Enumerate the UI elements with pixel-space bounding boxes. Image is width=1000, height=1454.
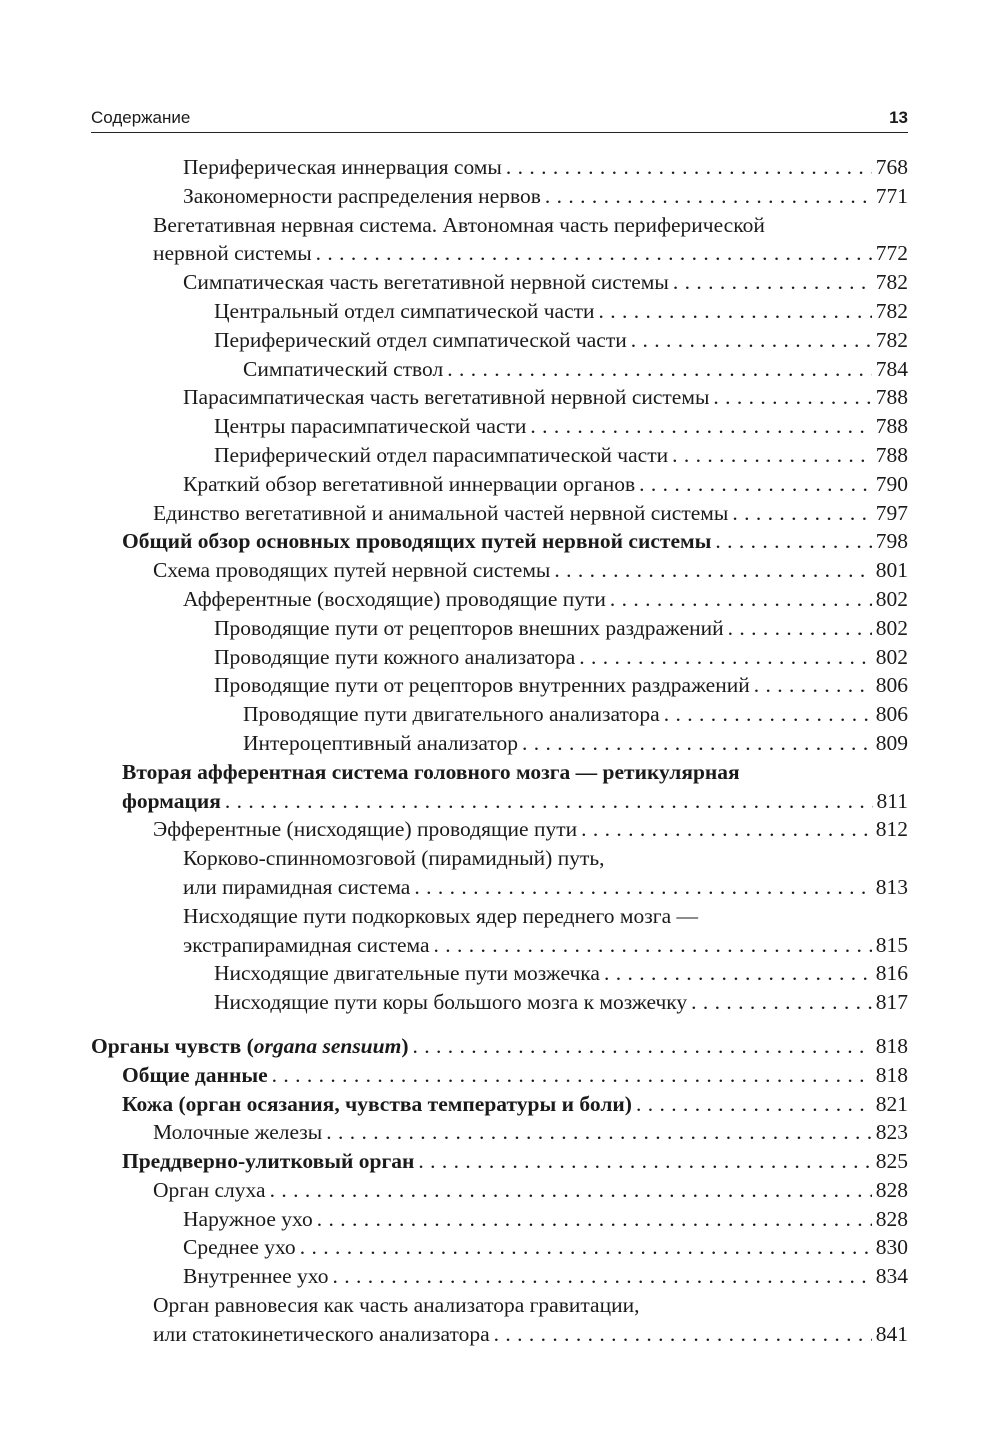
toc-entry-title: Симпатический ствол: [243, 356, 444, 381]
dot-leader: [225, 787, 873, 816]
toc-entry-latin-term: organa sensuum: [253, 1033, 402, 1058]
dot-leader: [599, 297, 872, 326]
toc-page-number: 798: [875, 529, 908, 554]
table-of-contents: [91, 153, 908, 1349]
dot-leader: [636, 1090, 872, 1119]
toc-page-number: 771: [875, 183, 908, 208]
toc-page-number: 788: [875, 442, 908, 467]
dot-leader: [270, 1176, 872, 1205]
toc-entry: [91, 902, 908, 931]
toc-entry: [91, 556, 908, 585]
toc-entry: [91, 729, 908, 758]
dot-leader: [447, 355, 871, 384]
toc-page-number: 802: [875, 586, 908, 611]
toc-entry-title: Проводящие пути от рецепторов внутренних раздражений: [214, 673, 750, 698]
toc-entry-title: Проводящие пути двигательного анализатора: [243, 702, 660, 727]
dot-leader: [414, 873, 871, 902]
toc-page-number: 815: [875, 932, 908, 957]
toc-entry-title: Нисходящие пути подкорковых ядер переднего мозга —: [183, 903, 698, 928]
toc-entry-title: Периферический отдел симпатической части: [214, 327, 627, 352]
toc-entry: [91, 1147, 908, 1176]
dot-leader: [691, 988, 872, 1017]
dot-leader: [332, 1262, 871, 1291]
toc-entry-title: Единство вегетативной и анимальной частей нервной системы: [153, 500, 729, 525]
toc-entry-title: Орган слуха: [153, 1177, 266, 1202]
toc-entry: [91, 643, 908, 672]
dot-leader: [300, 1233, 872, 1262]
toc-entry: [91, 959, 908, 988]
dot-leader: [581, 815, 872, 844]
toc-page-number: 818: [875, 1062, 908, 1087]
toc-entry: [91, 1118, 908, 1147]
toc-entry-title: Проводящие пути кожного анализатора: [214, 644, 576, 669]
toc-entry: [91, 758, 908, 787]
toc-entry: [91, 383, 908, 412]
toc-page-number: 818: [875, 1033, 908, 1058]
toc-entry-title-cont: или пирамидная система: [183, 874, 411, 899]
toc-entry-title: Общие данные: [122, 1062, 268, 1087]
toc-entry-title: Краткий обзор вегетативной иннервации органов: [183, 471, 636, 496]
toc-entry: [91, 268, 908, 297]
dot-leader: [413, 1032, 872, 1061]
toc-page-number: 782: [875, 270, 908, 295]
dot-leader: [610, 585, 872, 614]
dot-leader: [326, 1118, 872, 1147]
dot-leader: [631, 326, 872, 355]
toc-page-number: 782: [875, 327, 908, 352]
toc-entry: [91, 470, 908, 499]
toc-entry-title: Периферическая иннервация сомы: [183, 155, 502, 179]
toc-entry: [91, 527, 908, 556]
toc-entry-title-cont: или статокинетического анализатора: [153, 1321, 490, 1346]
dot-leader: [664, 700, 872, 729]
toc-entry-title: Молочные железы: [153, 1120, 323, 1145]
dot-leader: [522, 729, 872, 758]
dot-leader: [545, 182, 872, 211]
toc-entry: [91, 1090, 908, 1119]
toc-entry-title: Нисходящие пути коры большого мозга к мозжечку: [214, 990, 688, 1015]
dot-leader: [715, 527, 871, 556]
toc-entry-title: Орган равновесия как часть анализатора гравитации,: [153, 1293, 640, 1318]
toc-page-number: 788: [875, 414, 908, 439]
toc-page-number: 817: [875, 990, 908, 1015]
toc-entry-title: Среднее ухо: [183, 1235, 296, 1260]
toc-page-number: 821: [875, 1091, 908, 1116]
toc-page-number: 811: [876, 788, 908, 813]
toc-entry-title-cont: формация: [122, 788, 221, 813]
toc-entry-title: Органы чувств (: [91, 1033, 254, 1058]
toc-entry: [91, 671, 908, 700]
toc-entry-continuation: [91, 1320, 908, 1349]
toc-entry-title: Нисходящие двигательные пути мозжечка: [214, 961, 600, 986]
dot-leader: [317, 1205, 872, 1234]
dot-leader: [418, 1147, 871, 1176]
toc-page-number: 828: [875, 1177, 908, 1202]
toc-entry: [91, 355, 908, 384]
toc-entry-title: Вторая афферентная система головного мозга — ретикулярная: [122, 759, 740, 784]
dot-leader: [554, 556, 871, 585]
toc-entry-title: Интероцептивный анализатор: [243, 730, 519, 755]
toc-entry: [91, 1176, 908, 1205]
dot-leader: [434, 931, 872, 960]
toc-entry: [91, 1233, 908, 1262]
toc-entry-title: Общий обзор основных проводящих путей нервной системы: [122, 529, 712, 554]
toc-entry-title: Вегетативная нервная система. Автономная часть периферической: [153, 212, 765, 237]
toc-entry: [91, 1291, 908, 1320]
dot-leader: [530, 412, 871, 441]
toc-page-number: 825: [875, 1149, 908, 1174]
toc-page-number: 813: [875, 874, 908, 899]
toc-entry-title: Схема проводящих путей нервной системы: [153, 558, 551, 583]
page-number: 13: [889, 108, 908, 127]
toc-entry-title-cont: экстрапирамидная система: [183, 932, 430, 957]
toc-page-number: 797: [875, 500, 908, 525]
toc-page-number: 841: [875, 1321, 908, 1346]
toc-entry: [91, 585, 908, 614]
toc-entry-continuation: [91, 239, 908, 268]
toc-entry-title: Закономерности распределения нервов: [183, 183, 541, 208]
toc-page-number: 768: [875, 155, 908, 179]
toc-entry: [91, 1032, 908, 1061]
toc-entry-title: Симпатическая часть вегетативной нервной системы: [183, 270, 669, 295]
toc-entry-title: Преддверно-улитковый орган: [122, 1149, 415, 1174]
toc-entry: [91, 326, 908, 355]
toc-entry-title: Периферический отдел парасимпатической части: [214, 442, 669, 467]
toc-entry: [91, 844, 908, 873]
dot-leader: [639, 470, 872, 499]
page-header: [91, 104, 908, 133]
toc-entry: [91, 1262, 908, 1291]
toc-page-number: 816: [875, 961, 908, 986]
toc-entry-continuation: [91, 873, 908, 902]
toc-page-number: 772: [875, 241, 908, 266]
toc-entry-title: Парасимпатическая часть вегетативной нервной системы: [183, 385, 710, 410]
toc-entry-title-cont: нервной системы: [153, 241, 312, 266]
toc-page-number: 782: [875, 298, 908, 323]
dot-leader: [272, 1061, 872, 1090]
toc-page-number: 801: [875, 558, 908, 583]
dot-leader: [506, 153, 872, 182]
toc-entry: [91, 211, 908, 240]
toc-entry: [91, 1061, 908, 1090]
dot-leader: [494, 1320, 872, 1349]
toc-entry: [91, 441, 908, 470]
toc-entry: [91, 499, 908, 528]
toc-entry: [91, 153, 908, 182]
toc-page-number: 823: [875, 1120, 908, 1145]
toc-page-number: 806: [875, 702, 908, 727]
toc-entry-title: Афферентные (восходящие) проводящие пути: [183, 586, 606, 611]
dot-leader: [732, 499, 871, 528]
dot-leader: [673, 268, 872, 297]
toc-entry-title: Корково-спинномозговой (пирамидный) путь,: [183, 846, 605, 871]
toc-entry-title-end: ): [401, 1033, 409, 1058]
toc-entry-continuation: [91, 787, 908, 816]
dot-leader: [754, 671, 872, 700]
dot-leader: [316, 239, 872, 268]
toc-page-number: 790: [875, 471, 908, 496]
toc-entry: [91, 1205, 908, 1234]
toc-page-number: 802: [875, 615, 908, 640]
toc-page-number: 784: [875, 356, 908, 381]
toc-entry: [91, 412, 908, 441]
toc-entry: [91, 297, 908, 326]
toc-entry-title: Кожа (орган осязания, чувства температуры и боли): [122, 1091, 632, 1116]
toc-page-number: 806: [875, 673, 908, 698]
toc-page-number: 834: [875, 1264, 908, 1289]
toc-entry-continuation: [91, 931, 908, 960]
toc-entry-title: Наружное ухо: [183, 1206, 313, 1231]
toc-entry-title: Центральный отдел симпатической части: [214, 298, 595, 323]
toc-entry-title: Эфферентные (нисходящие) проводящие пути: [153, 817, 578, 842]
toc-entry-title: Проводящие пути от рецепторов внешних раздражений: [214, 615, 724, 640]
toc-entry-title: Центры парасимпатической части: [214, 414, 527, 439]
toc-page-number: 788: [875, 385, 908, 410]
dot-leader: [604, 959, 872, 988]
toc-entry: [91, 614, 908, 643]
dot-leader: [672, 441, 872, 470]
toc-entry: [91, 182, 908, 211]
dot-leader: [713, 383, 871, 412]
toc-page-number: 830: [875, 1235, 908, 1260]
toc-entry-title: Внутреннее ухо: [183, 1264, 329, 1289]
toc-page-number: 802: [875, 644, 908, 669]
toc-page-number: 812: [875, 817, 908, 842]
running-head-title: Содержание: [91, 108, 191, 127]
toc-entry: [91, 700, 908, 729]
toc-page-number: 809: [875, 730, 908, 755]
toc-entry: [91, 988, 908, 1017]
toc-page-number: 828: [875, 1206, 908, 1231]
dot-leader: [579, 643, 872, 672]
toc-entry: [91, 815, 908, 844]
dot-leader: [728, 614, 872, 643]
